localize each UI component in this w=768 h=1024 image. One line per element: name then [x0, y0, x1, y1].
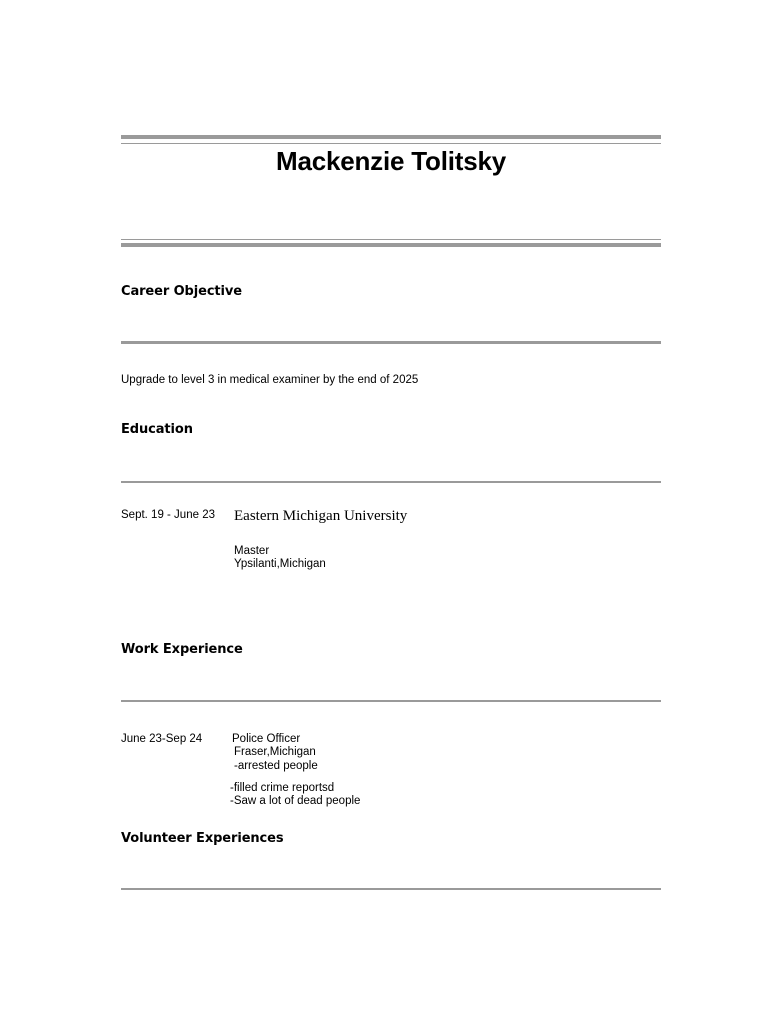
career-objective-rule — [121, 341, 661, 344]
work-experience-duty: -arrested people — [234, 760, 318, 772]
education-rule — [121, 481, 661, 483]
volunteer-experiences-rule — [121, 888, 661, 890]
header-bottom-thick-rule — [121, 243, 661, 247]
candidate-name: Mackenzie Tolitsky — [275, 146, 506, 176]
work-experience-location: Fraser,Michigan — [234, 746, 316, 758]
education-heading: Education — [121, 422, 193, 437]
work-experience-rule — [121, 700, 661, 702]
header-top-thick-rule — [121, 135, 661, 139]
education-dates: Sept. 19 - June 23 — [121, 509, 215, 521]
work-experience-heading: Work Experience — [121, 642, 243, 657]
career-objective-text: Upgrade to level 3 in medical examiner by the end of 2025 — [121, 374, 419, 386]
career-objective-heading: Career Objective — [121, 284, 242, 299]
education-degree: Master — [234, 545, 270, 557]
education-institution: Eastern Michigan University — [234, 508, 408, 524]
work-experience-duty: -Saw a lot of dead people — [230, 795, 361, 807]
education-location: Ypsilanti,Michigan — [234, 558, 326, 570]
header-top-thin-rule — [121, 143, 661, 144]
volunteer-experiences-heading: Volunteer Experiences — [121, 831, 284, 846]
header-bottom-thin-rule — [121, 239, 661, 240]
work-experience-dates: June 23-Sep 24 — [121, 733, 203, 745]
work-experience-duty: -filled crime reportsd — [230, 782, 335, 794]
work-experience-title: Police Officer — [232, 733, 301, 745]
